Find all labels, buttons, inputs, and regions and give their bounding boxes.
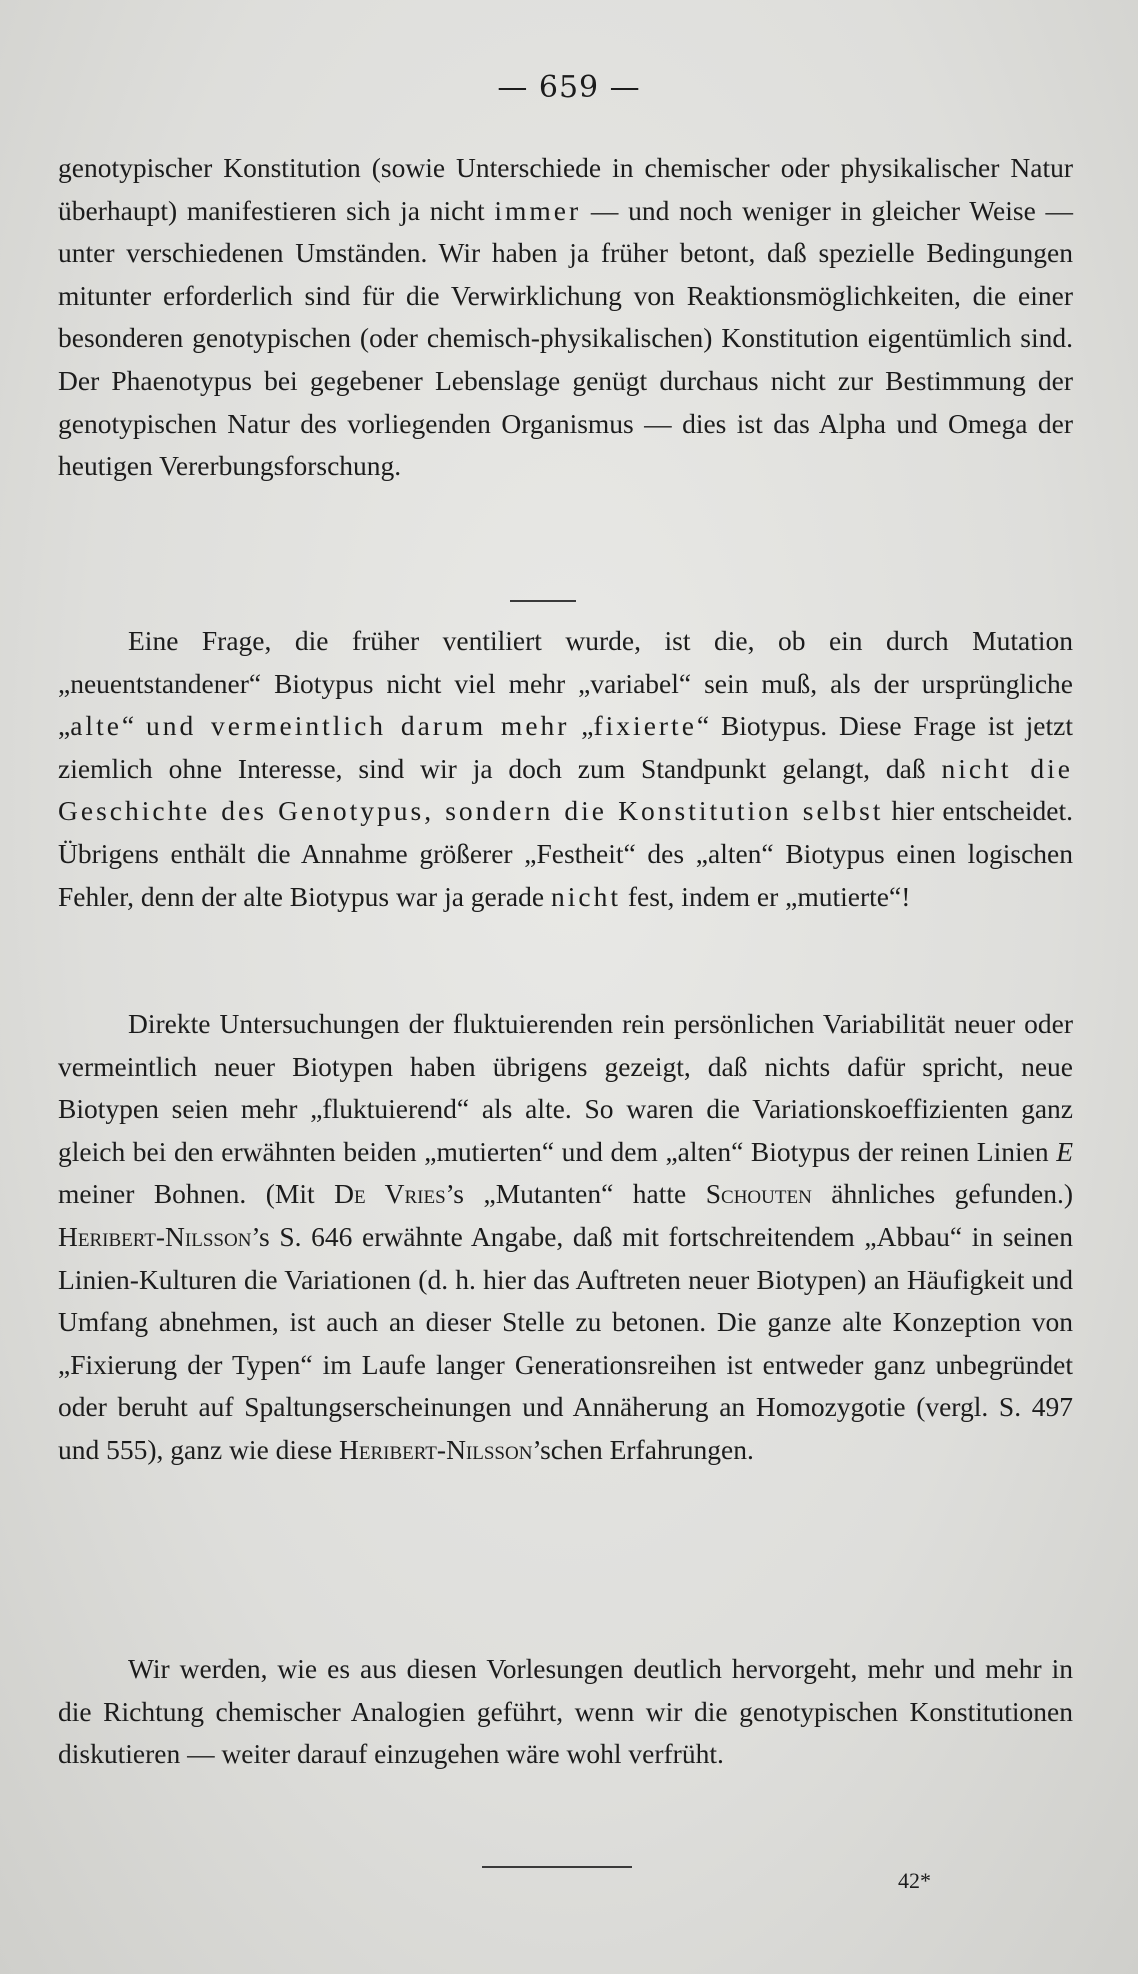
- signature-mark: 42*: [898, 1868, 931, 1893]
- text-run: Eine Frage, die früher ventiliert wurde, ist die, ob ein durch Mutation „neuentstandener“ Biotypus nicht viel mehr „variabel“ sein muß, als der ursprüngliche „: [58, 625, 1073, 742]
- paragraph-1: [58, 147, 1073, 488]
- text-run: und vermeintlich darum mehr: [145, 710, 570, 742]
- text-run: “ Biotypus. Diese Frage ist jetzt ziemlich ohne Interesse, sind wir ja doch zum Standpunkt gelangt, daß: [58, 710, 1073, 784]
- text-run: De Vries: [334, 1178, 446, 1210]
- text-run: genotypischer Konstitution (sowie Unterschiede in chemischer oder physikalischer Natur überhaupt) manifestieren sich ja nicht: [58, 152, 1073, 226]
- text-run: Heribert-Nilsson: [339, 1433, 533, 1465]
- text-run: meiner Bohnen. (Mit: [58, 1178, 335, 1210]
- end-divider: [482, 1866, 632, 1868]
- text-run: ’s S. 646 erwähnte Angabe, daß mit fortschreitendem „Abbau“ in seinen Linien-Kulturen die Variationen (d. h. hier das Auftreten neuer Biotypen) an Häufigkeit und Umfang abnehmen, ist auch an dieser Stelle zu betonen. Die ganze alte Konzeption von „Fixierung der Typen“ im Laufe langer Generationsreihen ist entweder ganz unbegründet oder beruht auf Spaltungserscheinungen und Annäherung an Homozygotie (vergl. S. 497 und 555), ganz wie diese: [58, 1220, 1073, 1465]
- text-run: — und noch weniger in gleicher Weise — unter verschiedenen Umständen. Wir haben ja früher betont, daß spezielle Bedingungen mitunter erforderlich sind für die Verwirklichung von Reaktionsmöglichkeiten, die einer besonderen genotypischen (oder chemisch-physikalischen) Konstitution eigentümlich sind. Der Phaenotypus bei gegebener Lebenslage genügt durchaus nicht zur Bestimmung der genotypischen Natur des vorliegenden Organismus — dies ist das Alpha und Omega der heutigen Vererbungsforschung.: [58, 194, 1073, 482]
- text-run: E: [1056, 1135, 1073, 1167]
- text-run: ’s „Mutanten“ hatte: [445, 1178, 706, 1210]
- text-run: Schouten: [705, 1178, 812, 1210]
- paragraph-3: [58, 1003, 1073, 1472]
- paragraph-2: [58, 620, 1073, 918]
- text-run: „: [569, 710, 594, 742]
- text-run: alte: [70, 710, 122, 742]
- text-run: Heribert-Nilsson: [58, 1220, 252, 1252]
- text-run: ’schen Erfahrungen.: [532, 1433, 754, 1465]
- text-run: hier entscheidet. Übrigens enthält die Annahme größerer „Festheit“ des „alten“ Biotypus einen logischen Fehler, denn der alte Biotypus war ja gerade: [58, 795, 1073, 912]
- text-run: Direkte Untersuchungen der fluktuierenden rein persönlichen Variabilität neuer oder vermeintlich neuer Biotypen haben übrigens gezeigt, daß nichts dafür spricht, neue Biotypen seien mehr „fluktuierend“ als alte. So waren die Variationskoeffizienten ganz gleich bei den erwähnten beiden „mutierten“ und dem „alten“ Biotypus der reinen Linien: [58, 1008, 1073, 1167]
- page-number: — 659 —: [497, 70, 641, 105]
- text-run: fixierte: [593, 710, 697, 742]
- text-run: fest, indem er „mutierte“!: [620, 880, 911, 912]
- text-run: nicht: [550, 880, 621, 912]
- text-run: ähnliches gefunden.): [811, 1178, 1074, 1210]
- text-run: immer: [494, 194, 582, 226]
- paragraph-4: [58, 1648, 1073, 1776]
- text-run: nicht die Geschichte des Genotypus, sondern die Konstitution selbst: [58, 752, 1073, 827]
- section-divider: [510, 600, 576, 602]
- text-run: Wir werden, wie es aus diesen Vorlesungen deutlich hervorgeht, mehr und mehr in die Richtung chemischer Analogien geführt, wenn wir die genotypischen Konstitutionen diskutieren — weiter darauf einzugehen wäre wohl verfrüht.: [58, 1653, 1073, 1770]
- text-run: “: [121, 710, 146, 742]
